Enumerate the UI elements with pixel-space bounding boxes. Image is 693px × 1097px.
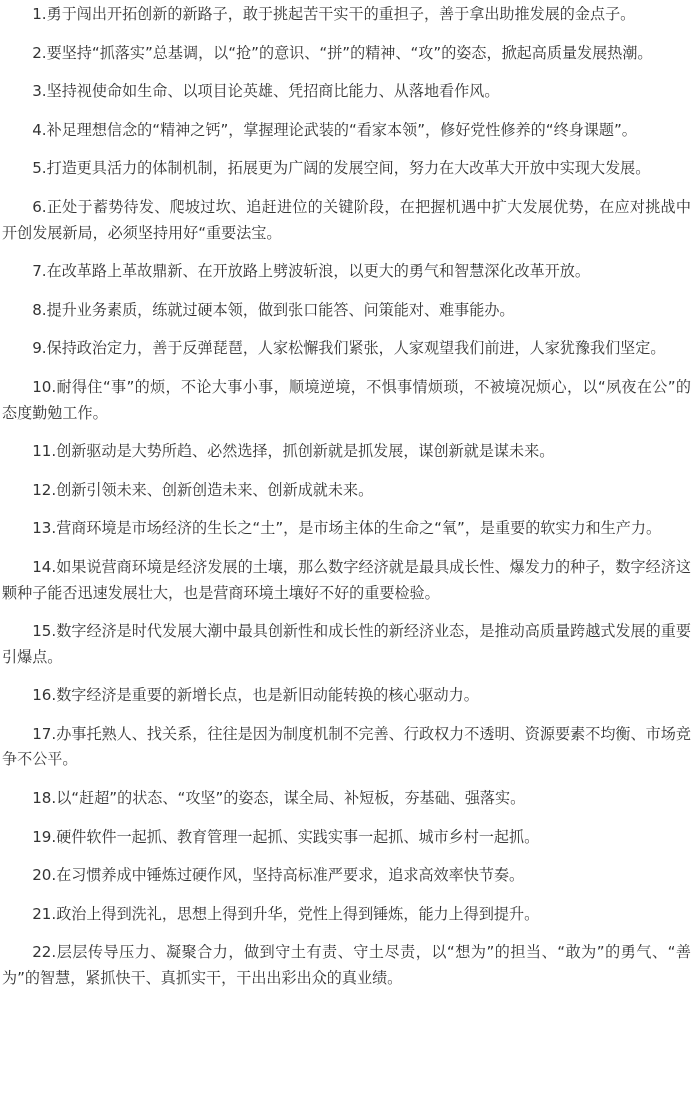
item-number: 17. [32,724,57,743]
item-text: 硬件软件一起抓、教育管理一起抓、实践实事一起抓、城市乡村一起抓。 [56,827,540,846]
item-text: 保持政治定力，善于反弹琵琶，人家松懈我们紧张，人家观望我们前进，人家犹豫我们坚定。 [46,339,666,358]
paragraph-20 [2,863,691,889]
item-text: 层层传导压力、凝聚合力，做到守土有责、守土尽责，以“想为”的担当、“敢为”的勇气、“善为”的智慧，紧抓快干、真抓实干，干出出彩出众的真业绩。 [2,943,691,988]
paragraph-21 [2,902,691,928]
item-text: 如果说营商环境是经济发展的土壤，那么数字经济就是最具成长性、爆发力的种子，数字经济这颗种子能否迅速发展壮大，也是营商环境土壤好不好的重要检验。 [2,557,691,602]
paragraph-22 [2,940,691,991]
item-text: 耐得住“事”的烦，不论大事小事，顺境逆境，不惧事情烦琐，不被境况烦心，以“夙夜在公”的态度勤勉工作。 [2,377,691,422]
item-text: 在习惯养成中锤炼过硬作风，坚持高标准严要求，追求高效率快节奏。 [56,866,525,885]
item-number: 10. [32,377,57,396]
paragraph-15 [2,619,691,670]
paragraph-16 [2,683,691,709]
item-text: 要坚持“抓落实”总基调，以“抢”的意识、“拼”的精神、“攻”的姿态，掀起高质量发展热潮。 [46,43,653,62]
paragraph-9 [2,336,691,362]
paragraph-13 [2,516,691,542]
item-text: 勇于闯出开拓创新的新路子，敢于挑起苦干实干的重担子，善于拿出助推发展的金点子。 [46,5,636,23]
item-text: 创新引领未来、创新创造未来、创新成就未来。 [56,480,374,499]
item-number: 12. [32,480,57,499]
item-number: 5. [32,159,47,178]
paragraph-19 [2,825,691,851]
item-number: 7. [32,262,47,281]
paragraph-10 [2,375,691,426]
item-number: 13. [32,519,57,538]
item-number: 18. [32,789,57,808]
item-number: 11. [32,442,57,461]
paragraph-1 [2,2,691,28]
paragraph-17 [2,722,691,773]
paragraph-8 [2,298,691,324]
item-text: 补足理想信念的“精神之钙”，掌握理论武装的“看家本领”，修好党性修养的“终身课题”。 [46,120,637,139]
item-text: 以“赶超”的状态、“攻坚”的姿态，谋全局、补短板，夯基础、强落实。 [56,789,526,808]
item-text: 正处于蓄势待发、爬坡过坎、追赶进位的关键阶段，在把握机遇中扩大发展优势，在应对挑战中开创发展新局，必须坚持用好“重要法宝。 [2,197,691,242]
item-number: 15. [32,622,57,641]
paragraph-4 [2,118,691,144]
item-number: 4. [32,120,47,139]
item-number: 3. [32,82,47,101]
item-text: 政治上得到洗礼，思想上得到升华，党性上得到锤炼，能力上得到提升。 [56,904,540,923]
paragraph-11 [2,439,691,465]
paragraph-3 [2,79,691,105]
item-number: 20. [32,866,57,885]
item-number: 6. [32,197,47,216]
item-text: 提升业务素质，练就过硬本领，做到张口能答、问策能对、难事能办。 [46,300,515,319]
paragraph-2 [2,41,691,67]
item-number: 2. [32,43,47,62]
paragraph-12 [2,478,691,504]
item-number: 14. [32,557,57,576]
item-number: 1. [32,5,47,23]
item-text: 在改革路上革故鼎新、在开放路上劈波斩浪，以更大的勇气和智慧深化改革开放。 [46,262,590,281]
item-number: 22. [32,943,57,962]
item-text: 办事托熟人、找关系，往往是因为制度机制不完善、行政权力不透明、资源要素不均衡、市场竞争不公平。 [2,724,691,769]
item-text: 坚持视使命如生命、以项目论英雄、凭招商比能力、从落地看作风。 [46,82,500,101]
item-number: 19. [32,827,57,846]
item-number: 16. [32,686,57,705]
item-number: 9. [32,339,47,358]
item-text: 营商环境是市场经济的生长之“土”，是市场主体的生命之“氧”，是重要的软实力和生产力。 [56,519,662,538]
item-text: 打造更具活力的体制机制，拓展更为广阔的发展空间，努力在大改革大开放中实现大发展。 [46,159,651,178]
item-number: 21. [32,904,57,923]
paragraph-14 [2,555,691,606]
item-text: 数字经济是重要的新增长点，也是新旧动能转换的核心驱动力。 [56,686,479,705]
item-number: 8. [32,300,47,319]
paragraph-6 [2,195,691,246]
paragraph-7 [2,259,691,285]
paragraph-18 [2,786,691,812]
item-text: 数字经济是时代发展大潮中最具创新性和成长性的新经济业态，是推动高质量跨越式发展的重要引爆点。 [2,622,691,666]
paragraph-5 [2,156,691,182]
item-text: 创新驱动是大势所趋、必然选择，抓创新就是抓发展，谋创新就是谋未来。 [56,442,555,461]
